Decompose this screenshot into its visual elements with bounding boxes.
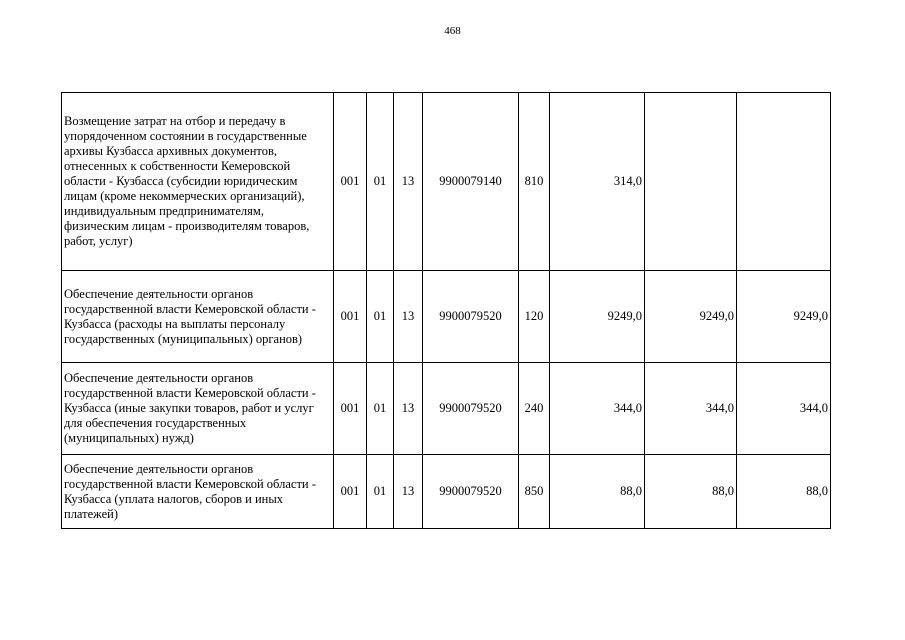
target-article-cell: 9900079520 <box>423 455 519 529</box>
section-code-cell: 01 <box>367 455 394 529</box>
ministry-code-cell: 001 <box>334 93 367 271</box>
ministry-code-cell: 001 <box>334 271 367 363</box>
expense-type-cell: 240 <box>519 363 550 455</box>
target-article-cell: 9900079140 <box>423 93 519 271</box>
expense-type-cell: 850 <box>519 455 550 529</box>
budget-table <box>61 92 831 529</box>
ministry-code-cell: 001 <box>334 455 367 529</box>
subsection-code-cell: 13 <box>394 363 423 455</box>
subsection-code-cell: 13 <box>394 455 423 529</box>
expense-type-cell: 810 <box>519 93 550 271</box>
expense-type-cell: 120 <box>519 271 550 363</box>
row-name-cell: Возмещение затрат на отбор и передачу в упорядоченном состоянии в государственные архивы Кузбасса архивных документов, отнесенных к собственности Кемеровской области - Кузбасса (субсидии юридическим лицам (кроме некоммерческих организаций), индивидуальным предпринимателям, физическим лицам - производителям товаров, работ, услуг) <box>62 93 334 271</box>
target-article-cell: 9900079520 <box>423 363 519 455</box>
table-row <box>62 455 831 529</box>
section-code-cell: 01 <box>367 271 394 363</box>
sum-1-cell: 344,0 <box>550 363 645 455</box>
sum-2-cell: 9249,0 <box>645 271 737 363</box>
sum-1-cell: 314,0 <box>550 93 645 271</box>
subsection-code-cell: 13 <box>394 271 423 363</box>
ministry-code-cell: 001 <box>334 363 367 455</box>
row-name-cell: Обеспечение деятельности органов государственной власти Кемеровской области - Кузбасса (расходы на выплаты персоналу государственных (муниципальных) органов) <box>62 271 334 363</box>
sum-1-cell: 9249,0 <box>550 271 645 363</box>
page-number: 468 <box>444 25 461 37</box>
sum-3-cell: 9249,0 <box>737 271 831 363</box>
sum-2-cell: 88,0 <box>645 455 737 529</box>
sum-2-cell: 344,0 <box>645 363 737 455</box>
sum-3-cell: 344,0 <box>737 363 831 455</box>
subsection-code-cell: 13 <box>394 93 423 271</box>
section-code-cell: 01 <box>367 363 394 455</box>
section-code-cell: 01 <box>367 93 394 271</box>
sum-2-cell <box>645 93 737 271</box>
row-name-cell: Обеспечение деятельности органов государственной власти Кемеровской области - Кузбасса (уплата налогов, сборов и иных платежей) <box>62 455 334 529</box>
table-row <box>62 93 831 271</box>
row-name-cell: Обеспечение деятельности органов государственной власти Кемеровской области - Кузбасса (иные закупки товаров, работ и услуг для обеспечения государственных (муниципальных) нужд) <box>62 363 334 455</box>
table-row <box>62 271 831 363</box>
table-row <box>62 363 831 455</box>
sum-3-cell: 88,0 <box>737 455 831 529</box>
target-article-cell: 9900079520 <box>423 271 519 363</box>
sum-1-cell: 88,0 <box>550 455 645 529</box>
sum-3-cell <box>737 93 831 271</box>
